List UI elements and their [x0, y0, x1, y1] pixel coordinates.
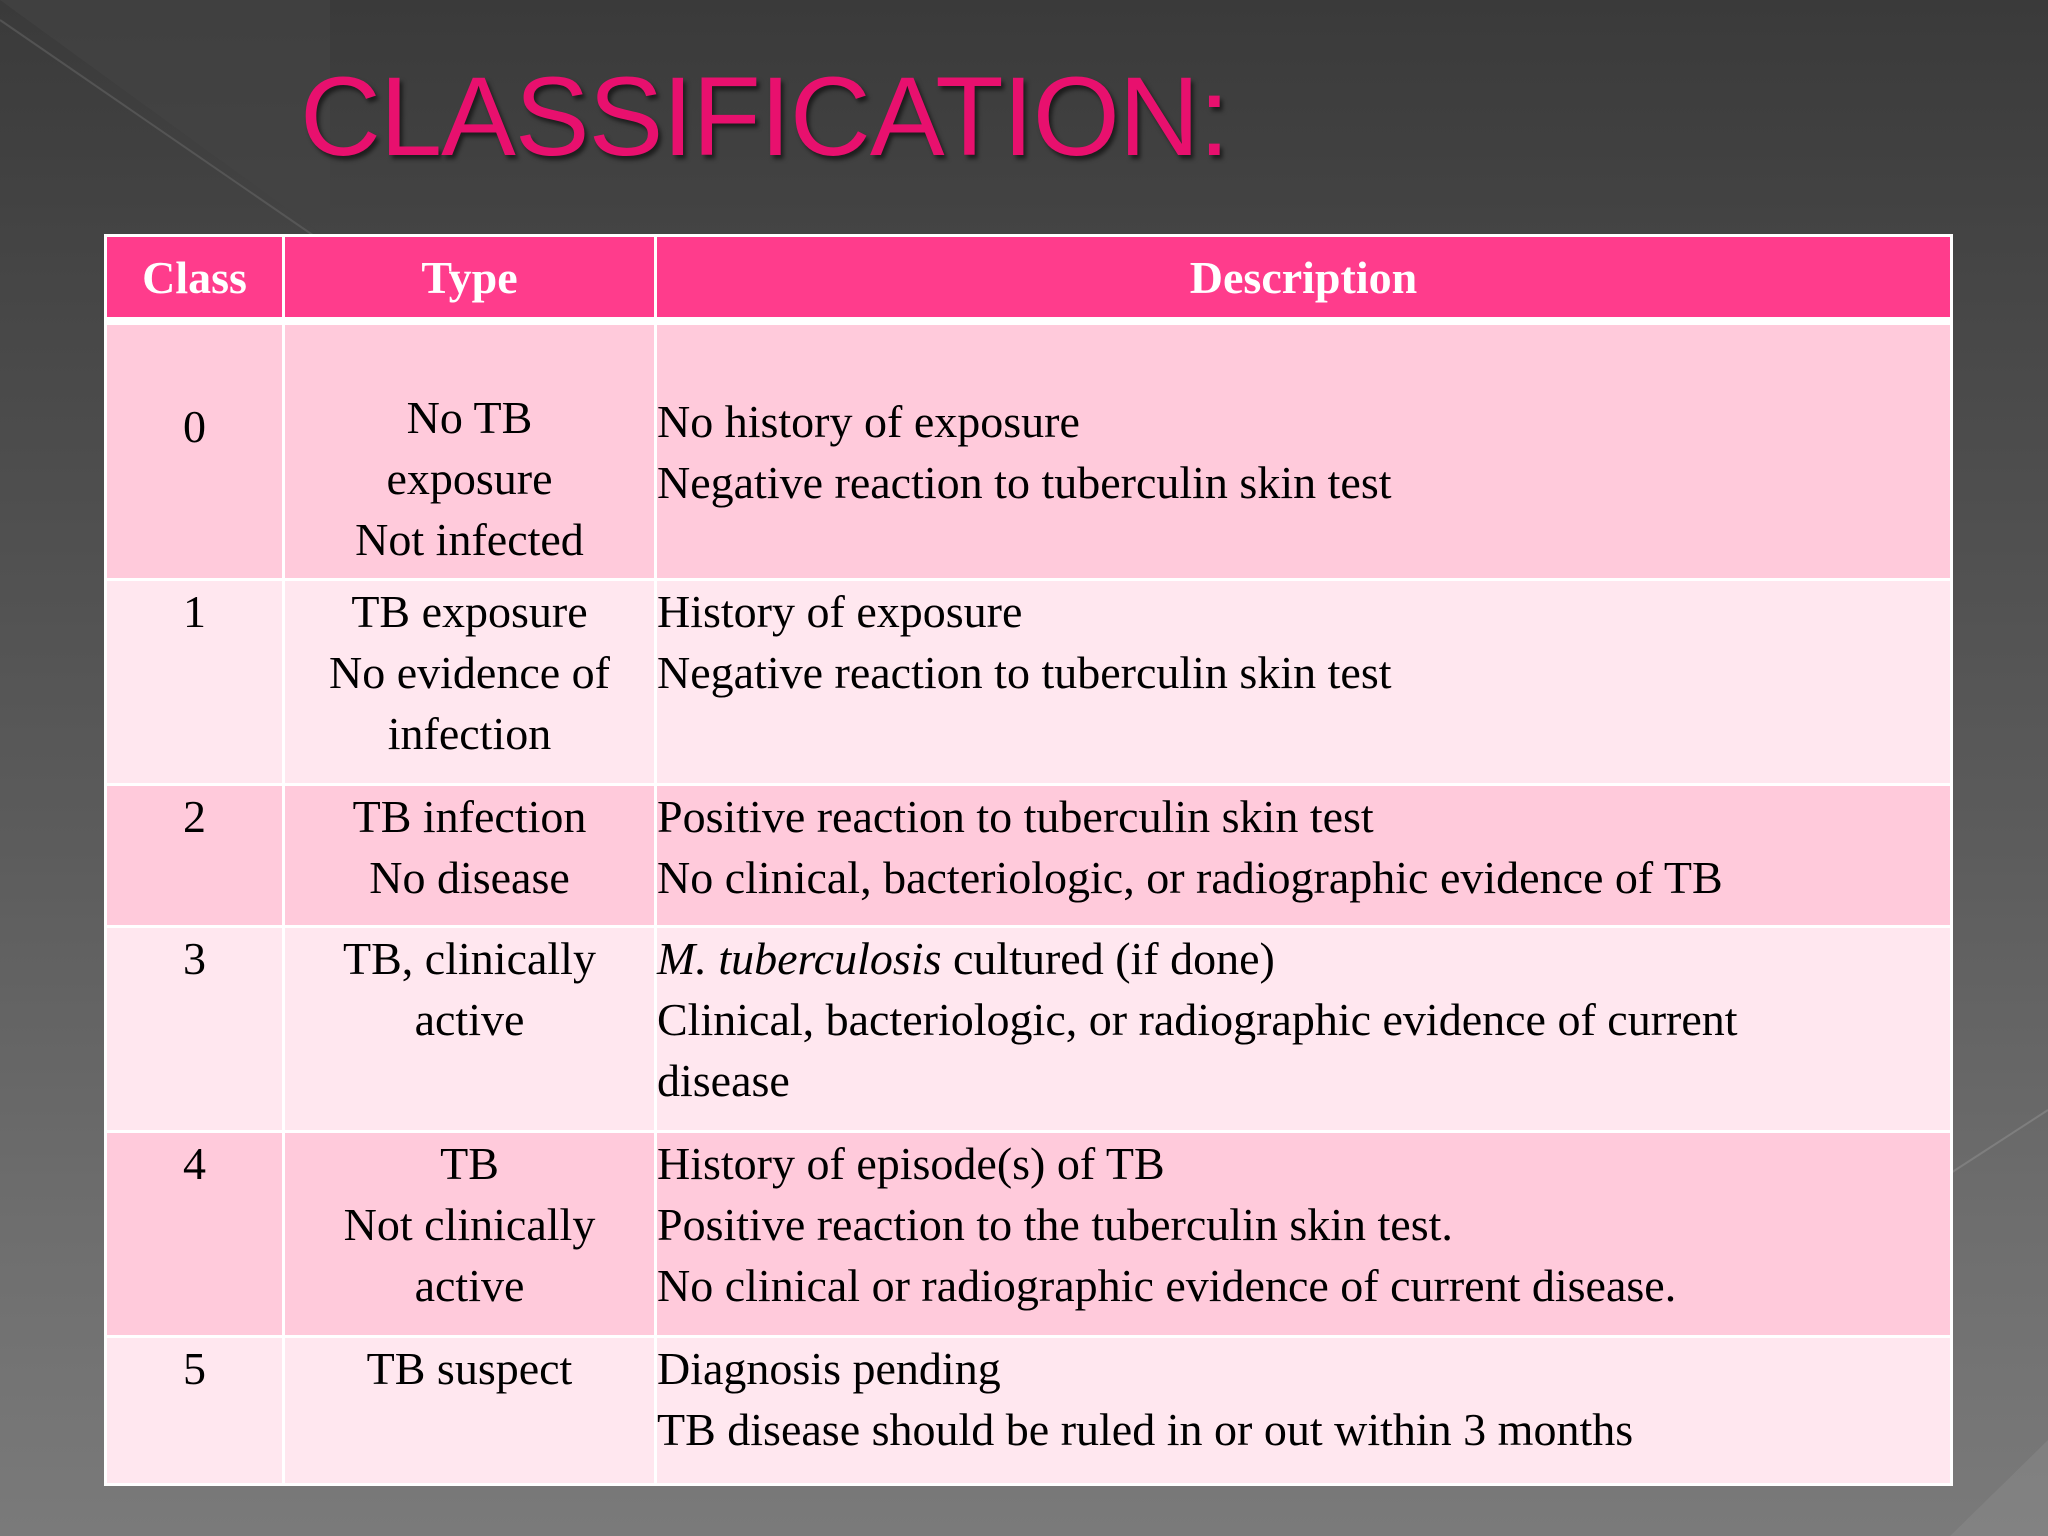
table-row — [106, 1336, 1952, 1484]
description-cell — [656, 580, 1952, 785]
class-cell — [106, 927, 284, 1132]
class-cell — [106, 1336, 284, 1484]
header-description: Description — [656, 236, 1952, 322]
type-line: Not infected — [355, 514, 584, 566]
description-line: Diagnosis pending — [657, 1342, 1001, 1394]
description-cell — [656, 927, 1952, 1132]
table-row — [106, 321, 1952, 580]
class-cell — [106, 784, 284, 926]
type-line: No evidence of — [329, 647, 610, 699]
type-line: No disease — [369, 851, 570, 903]
type-line: active — [414, 1259, 525, 1311]
class-value: 5 — [183, 1342, 206, 1394]
class-value: 4 — [183, 1137, 206, 1189]
classification-table — [104, 234, 1953, 1486]
description-cell — [656, 784, 1952, 926]
description-line: No clinical or radiographic evidence of current disease. — [657, 1259, 1677, 1311]
type-line: TB, clinically — [343, 933, 596, 985]
type-cell — [284, 784, 656, 926]
slide-title: CLASSIFICATION: — [300, 54, 1229, 179]
type-cell — [284, 927, 656, 1132]
description-line: Positive reaction to the tuberculin skin test. — [657, 1198, 1453, 1250]
table-row — [106, 1131, 1952, 1336]
class-cell — [106, 1131, 284, 1336]
table-header-row — [106, 236, 1952, 322]
type-line: Not clinically — [343, 1198, 596, 1250]
class-cell — [106, 321, 284, 580]
table-row — [106, 784, 1952, 926]
table-row — [106, 580, 1952, 785]
description-text: cultured (if done) — [941, 933, 1275, 985]
class-value: 1 — [183, 586, 206, 638]
type-line: TB infection — [352, 790, 587, 842]
description-line: Negative reaction to tuberculin skin test — [657, 456, 1392, 508]
class-value: 0 — [183, 401, 206, 453]
type-line: exposure — [386, 453, 553, 505]
description-line: Clinical, bacteriologic, or radiographic evidence of current — [657, 994, 1738, 1046]
description-cell — [656, 1336, 1952, 1484]
description-line: Positive reaction to tuberculin skin test — [657, 790, 1374, 842]
type-line: TB — [440, 1137, 499, 1189]
description-line — [657, 928, 1950, 989]
type-line: active — [414, 994, 525, 1046]
description-line: disease — [657, 1055, 790, 1107]
type-line: No TB — [406, 392, 533, 444]
header-type: Type — [284, 236, 656, 322]
class-value: 2 — [183, 790, 206, 842]
description-line: TB disease should be ruled in or out within 3 months — [657, 1403, 1634, 1455]
type-line: TB exposure — [351, 586, 588, 638]
type-cell — [284, 580, 656, 785]
table-row — [106, 927, 1952, 1132]
type-cell — [284, 1336, 656, 1484]
description-line: Negative reaction to tuberculin skin test — [657, 647, 1392, 699]
type-line: infection — [387, 708, 552, 760]
type-cell — [284, 321, 656, 580]
description-cell — [656, 1131, 1952, 1336]
description-line: No clinical, bacteriologic, or radiographic evidence of TB — [657, 851, 1723, 903]
description-line: History of episode(s) of TB — [657, 1137, 1165, 1189]
description-cell — [656, 321, 1952, 580]
species-name: M. tuberculosis — [657, 933, 942, 985]
type-line: TB suspect — [366, 1342, 573, 1394]
type-cell — [284, 1131, 656, 1336]
description-line: History of exposure — [657, 586, 1023, 638]
class-value: 3 — [183, 933, 206, 985]
header-class: Class — [106, 236, 284, 322]
class-cell — [106, 580, 284, 785]
description-line: No history of exposure — [657, 395, 1080, 447]
